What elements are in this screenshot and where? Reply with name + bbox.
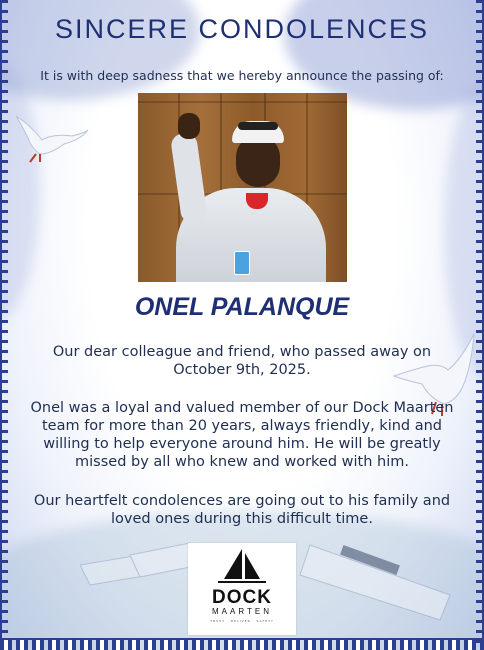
logo-wordmark: DOCK [212, 587, 272, 608]
id-badge-icon [234, 251, 250, 275]
sailboat-icon [188, 543, 296, 587]
bottom-border [0, 638, 484, 650]
left-border [0, 0, 8, 650]
logo-subword: MAARTEN [212, 607, 272, 616]
paragraph-condolences: Our heartfelt condolences are going out to his family and loved ones during this difficult time. [33, 493, 451, 527]
right-border [476, 0, 484, 650]
page-title: SINCERE CONDOLENCES [54, 14, 430, 44]
paragraph-tribute: Onel was a loyal and valued member of our Dock Maarten team for more than 20 years, always friendly, kind and willing to help everyone around him. He will be greatly missed by all who knew and worked with him. [30, 400, 454, 470]
intro-text: It is with deep sadness that we hereby announce the passing of: [40, 68, 444, 83]
memorial-photo [138, 93, 347, 282]
dock-maarten-logo [188, 543, 296, 635]
dove-icon [10, 110, 90, 165]
deceased-name: ONEL PALANQUE [134, 293, 350, 321]
logo-tagline: TRUST · DELIVER · SAFETY [210, 619, 274, 623]
paragraph-passing: Our dear colleague and friend, who passed away on October 9th, 2025. [52, 344, 432, 378]
